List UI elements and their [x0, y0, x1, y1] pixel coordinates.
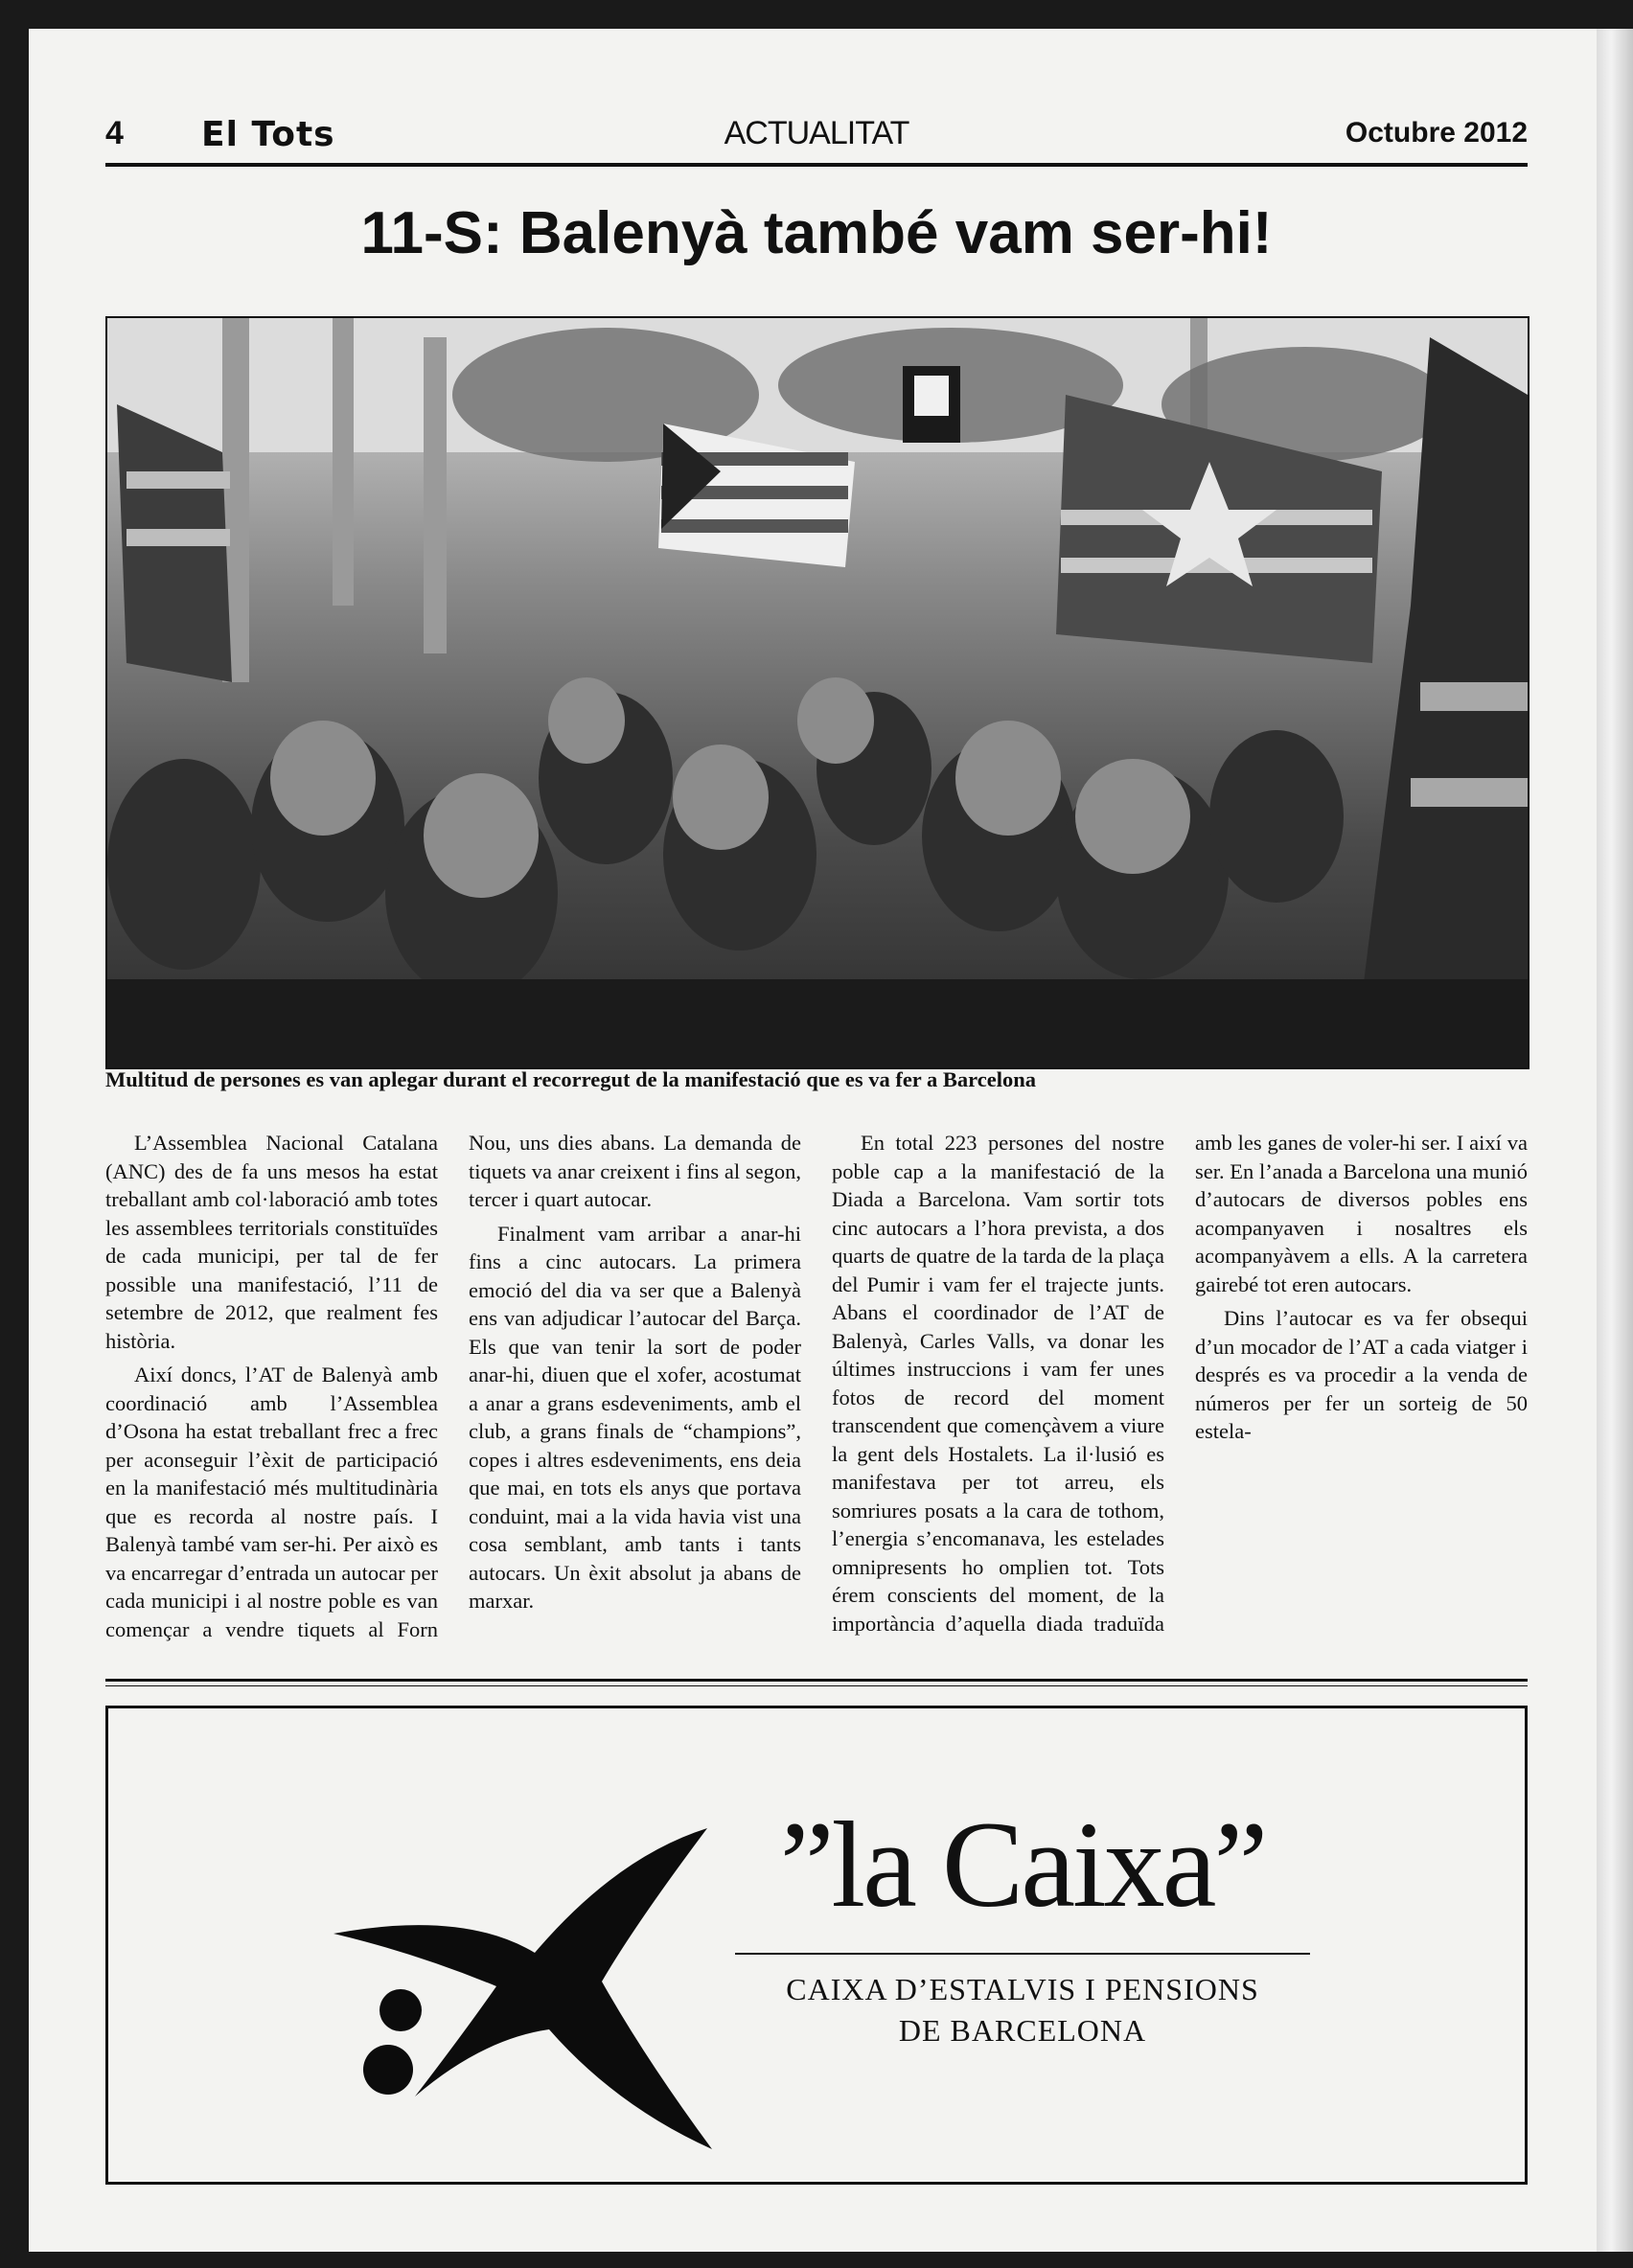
ad-subtitle-line2: DE BARCELONA — [898, 2013, 1147, 2048]
article-headline: 11-S: Balenyà també vam ser-hi! — [360, 200, 1273, 266]
issue-date: Octubre 2012 — [1345, 117, 1528, 149]
article-paragraph: En total 223 persones del nostre poble cap a la manifestació de la Diada a Barcelona. Vam sortir tots cinc autocars a l’hora prevista, a dos quarts de quatre de la tarda de la plaça del Pumir i vam fer el trajecte junts. Abans el coordinador de l’AT de Balenyà, Carles Valls, va donar les últimes instruccions i vam fer unes fotos de record del moment transcendent que començàvem a viure la gent dels Hostalets. La il·lusió es manifestava per tot arreu, els somriures posats a la cara de tothom, l’energia s’encomanava, les estelades omnipresents ho omplien tot. Tots érem conscients del moment, de la importància d’aquella diada traduïda amb les ganes de voler-hi ser. I així va ser. En l’anada a Barcelona una munió d’autocars de diversos pobles ens acompanyaven i nosaltres els acompanyàvem a ells. A la carretera gairebé tot eren autocars. — [832, 1131, 1528, 1636]
publication-name: El Tots — [201, 115, 335, 154]
article-paragraph: L’Assemblea Nacional Catalana (ANC) des de fa uns mesos ha estat treballant amb col·laboració amb totes les assemblees territorials constituïdes de cada municipi, per tal de fer possible una manifestació, l’11 de setembre de 2012, que realment fes història. — [105, 1131, 438, 1353]
section-title: ACTUALITAT — [724, 115, 909, 151]
article-paragraph: Dins l’autocar es va fer obsequi d’un mocador de l’AT a cada viatger i després es va procedir a la venda de números per fer un sorteig de 50 estela- — [1195, 1306, 1528, 1443]
next-page-edge — [1597, 29, 1633, 2252]
photo-caption: Multitud de persones es van aplegar durant el recorregut de la manifestació que es va fer a Barcelona — [105, 1067, 1036, 1091]
ad-underline — [735, 1953, 1310, 1955]
section-divider-thin — [105, 1685, 1528, 1686]
article-paragraph: Finalment vam arribar a anar-hi fins a cinc autocars. La primera emoció del dia va ser que a Balenyà ens van adjudicar l’autocar del Barça. Els que van tenir la sort de poder anar-hi, diuen que el xofer, acostumat a anar a grans esdeveniments, amb el club, a grans finals de “champions”, copes i altres esdeveniments, ens deia que mai, en tots els anys que portava conduint, mai a la vida havia vist una cosa semblant, amb tants i tants autocars. Un èxit absolut ja abans de marxar. — [469, 1221, 801, 1613]
article-paragraph: Així doncs, l’AT de Balenyà amb coordinació amb l’Assemblea d’Osona ha estat treballant frec a frec per aconseguir l’èxit de participació en la manifestació més multitudinària que es recorda al nostre país. I Balenyà també vam ser-hi. Per això es va encarregar d’entrada un autocar per cada municipi i al nostre poble es van començar a vendre tiquets al Forn Nou, uns dies abans. La demanda de tiquets va anar creixent i fins al segon, tercer i quart autocar. — [105, 1131, 801, 1641]
crowd-with-flags-photo — [105, 316, 1530, 1069]
star-dots-logo-icon — [329, 1819, 731, 2164]
photo-illustration — [107, 318, 1528, 1067]
ad-brand-name: ”la Caixa” — [779, 1797, 1266, 1933]
section-divider — [105, 1679, 1528, 1682]
page-number: 4 — [105, 115, 124, 151]
article-body — [105, 1129, 1528, 1665]
ad-subtitle-line1: CAIXA D’ESTALVIS I PENSIONS — [786, 1972, 1259, 2006]
advertisement-box — [105, 1706, 1528, 2185]
page-header — [105, 115, 1528, 167]
